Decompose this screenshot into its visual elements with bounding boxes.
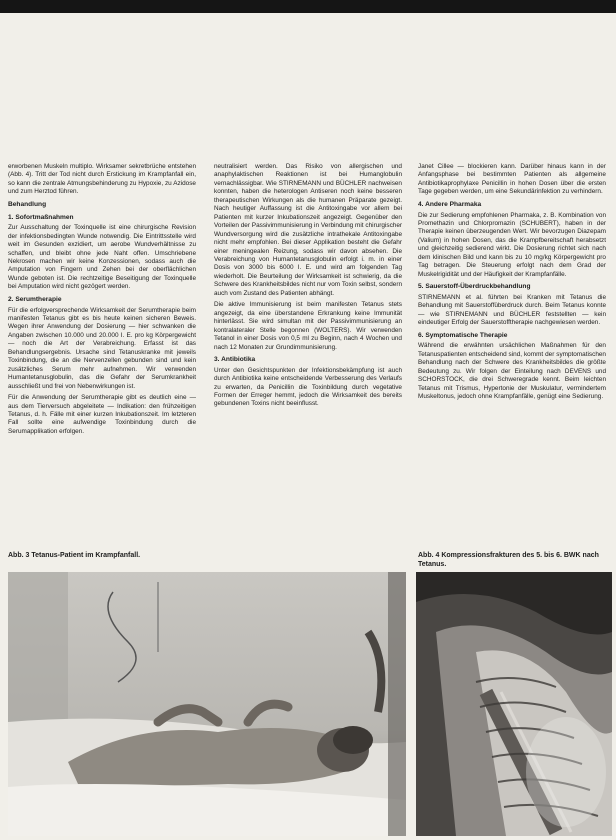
subsection-heading: 4. Andere Pharmaka xyxy=(418,200,482,208)
subsection-heading: 3. Antibiotika xyxy=(214,355,256,363)
paragraph: Janet Cillee — blockieren kann. Darüber hinaus kann in der Anfangsphase bei bestimmten Patienten als allgemeine Antibiotikaprophylaxe Penicillin in hohen Dosen über die ersten Tage gegeben werden, um eine Sekundärinfektion zu verhindern. xyxy=(418,163,606,196)
subsection-heading: 2. Serumtherapie xyxy=(8,295,62,303)
text-column-left xyxy=(8,163,196,553)
paragraph: STIRNEMANN et al. führten bei Kranken mit Tetanus die Behandlung mit Sauerstoffüberdruck durch. Beim Tetanus konnte — wie STIRNEMANN und BÜCHLER feststellten — kein eindeutiger Erfolg der Sauerstofftherapie nachgewiesen werden. xyxy=(418,293,606,327)
figure-caption-patient: Abb. 3 Tetanus-Patient im Krampfanfall. xyxy=(8,552,141,559)
figure-caption-xray: Abb. 4 Kompressionsfrakturen des 5. bis 6. BWK nach Tetanus. xyxy=(418,552,599,568)
subsection-heading: 5. Sauerstoff-Überdruckbehandlung xyxy=(418,283,531,291)
xray-image xyxy=(416,572,612,836)
paragraph: neutralisiert werden. Das Risiko von allergischen und anaphylaktischen Reaktionen ist bei Humanglobulin vernachlässigbar. Wie STIRNEMANN und BÜCHLER nachweisen konnten, haben die heterologen Antiseren noch keine besseren therapeutischen Wirkungen als die humanen Präparate gezeigt. Nach heutiger Auffassung ist die Antitoxingabe vor allem bei Patienten mit kurzer Inkubationszeit angezeigt. Gegenüber den Vorteilen der Passivimmunisierung in Verbindung mit chirurgischer Wundversorgung wird die zusätzliche intrathekale Antitoxingabe nicht mehr empfohlen. Bei dieser Applikation besteht die Gefahr einer meningealen Reizung, sodass wir davon absehen. Die Verabreichung von Humantetanusglobulin erfolgt i. m. in einer Dosis von 3000 bis 6000 I. E. und wird am folgenden Tag wiederholt. Die Beurteilung der Wirksamkeit ist schwierig, da die Schwere des Krankheitsbildes nicht nur vom Toxin selbst, sondern auch vom Zustand des Patienten abhängt. xyxy=(214,163,402,297)
text-column-right xyxy=(418,163,606,553)
paragraph: Für die Anwendung der Serumtherapie gibt es deutlich eine — aus dem Tierversuch abgeleitete — Indikation: den frühzeitigen Tetanus, d. h. Fälle mit einer kurzen Inkubationszeit. Im letzteren Fall sollte eine aufwendige Toxinbindung durch die Serumapplikation erfolgen. xyxy=(8,394,196,435)
paragraph: Während die erwähnten ursächlichen Maßnahmen für den Tetanuspatienten entscheidend sind, kommt der symptomatischen Behandlung nach der Schwere des Krankheitsbildes die größte Bedeutung zu. Wir folgen der Einteilung nach DEVENS und SCHORSTOCK, die drei Schweregrade kennt. Beim leichten Tetanus mit Trismus, Hypertonie der Muskulatur, vermindertem Muskeltonus, jedoch ohne Krampfanfälle, genügt eine Sedierung. xyxy=(418,342,606,401)
subsection-heading: 1. Sofortmaßnahmen xyxy=(8,213,74,221)
paragraph: Die zur Sedierung empfohlenen Pharmaka, z. B. Kombination von Promethazin und Chlorpromazin (SCHUBERT), haben in der Therapie keinen überzeugenden Wert. Wir bevorzugen Diazepam (Valium) in hohen Dosen, das die Krampfbereitschaft herabsetzt und gleichzeitig sedierend wirkt. Die Dosierung richtet sich nach dem klinischen Bild und kann bis zu 10 mg/kg Körpergewicht pro Tag betragen. Die Steuerung erfolgt nach dem Grad der Muskelrigidität und der Häufigkeit der Krampfanfälle. xyxy=(418,211,606,278)
patient-photo xyxy=(8,572,406,836)
paragraph: Die aktive Immunisierung ist beim manifesten Tetanus stets angezeigt, da eine überstandene Erkrankung keine Immunität hinterlässt. Sie wird simultan mit der Passivimmunisierung an kontralateraler Stelle begonnen (WOLTERS). Wir verwenden Tetanol in einer Dosis von 0,5 ml zu Beginn, nach 4 Wochen und nach 12 Monaten zur Grundimmunisierung. xyxy=(214,301,402,351)
paragraph: erworbenen Muskeln multiplo. Wirksamer sekretbrüche entstehen (Abb. 4). Tritt der Tod nicht durch Erstickung im Krampfanfall ein, so kann die zentrale Atmungsbehinderung zu Hypoxie, zu Azidose und zum Herztod führen. xyxy=(8,163,196,196)
text-column-middle xyxy=(214,163,402,553)
top-rule xyxy=(0,0,616,13)
paragraph: Für die erfolgversprechende Wirksamkeit der Serumtherapie beim manifesten Tetanus gibt es bis heute keinen sicheren Beweis. Wegen ihrer Anwendung der Dosierung — hier schwanken die Angaben zwischen 10.000 und 20.000 I. E. pro kg Körpergewicht — noch die Art der Verabreichung. Erfasst ist das Behandlungsergebnis. Ursache sind Tetanuskranke mit jeweils Toxinbindung, die an die Nervenzellen gebunden sind und kein zusätzliches Serum mehr aufnehmen. Wir verwenden Humantetanusglobulin, das die Gefahr der Serumkrankheit ausschließt und frei von Nebenwirkungen ist. xyxy=(8,306,196,390)
section-heading: Behandlung xyxy=(8,200,47,208)
subsection-heading: 6. Symptomatische Therapie xyxy=(418,331,508,339)
paragraph: Unter den Gesichtspunkten der Infektionsbekämpfung ist auch durch Antibiotika keine entscheidende Verbesserung des Verlaufs zu erwarten, da Penicillin die Toxinbildung durch vegetative Formen der Erreger hemmt, jedoch die Wirksamkeit des bereits gebundenen Toxins nicht beeinflusst. xyxy=(214,366,402,408)
paragraph: Zur Ausschaltung der Toxinquelle ist eine chirurgische Revision der infektionsbedingten Wunde notwendig. Die Eintrittsstelle wird weit im Gesunden exzidiert, um aerobe Wundverhältnisse zu schaffen, und bleibt ohne jede Naht offen. Umschriebene Nekrosen machen wir keine Konzessionen, sodass auch die Amputation von Fingern und Zehen bei der oberflächlichen Wunde geboten ist. Die rechtzeitige Beseitigung der Toxinquelle bei Amputation wird nicht gezögert werden. xyxy=(8,224,196,291)
